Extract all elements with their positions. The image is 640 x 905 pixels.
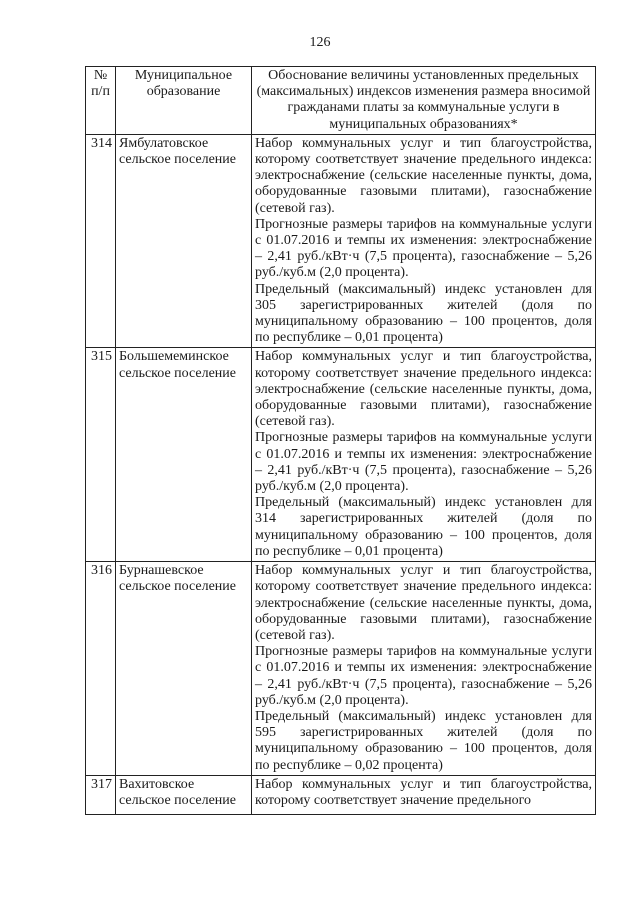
row-municipality: Вахитовское сельское поселение	[116, 775, 252, 814]
table-header-row	[86, 67, 596, 135]
header-municipality: Муниципальное образование	[116, 67, 252, 135]
page-number: 126	[309, 35, 331, 50]
table-row	[86, 775, 596, 814]
row-number: 315	[86, 348, 116, 562]
index-residents-paragraph: Предельный (максимальный) индекс установлен для 595 зарегистрированных жителей (доля по муниципальному образованию – 100 процентов, доля по республике – 0,02 процента)	[255, 708, 592, 773]
header-justification: Обоснование величины установленных предельных (максимальных) индексов изменения размера вносимой гражданами платы за коммунальные услуги в муниципальных образованиях*	[252, 67, 596, 135]
row-number: 317	[86, 775, 116, 814]
tariff-justification-table	[85, 66, 596, 815]
table-row	[86, 348, 596, 562]
row-number: 316	[86, 562, 116, 776]
row-justification	[252, 775, 596, 814]
row-municipality: Ямбулатовское сельское поселение	[116, 134, 252, 348]
tariff-forecast-paragraph: Прогнозные размеры тарифов на коммунальные услуги с 01.07.2016 и темпы их изменения: электроснабжение – 2,41 руб./кВт·ч (7,5 процента), газоснабжение – 5,26 руб./куб.м (2,0 процента).	[255, 430, 592, 495]
utility-set-paragraph: Набор коммунальных услуг и тип благоустройства, которому соответствует значение предельного индекса: электроснабжение (сельские населенные пункты, дома, оборудованные газовыми плитами), газоснабжение (сетевой газ).	[255, 563, 592, 643]
row-justification	[252, 134, 596, 348]
row-number: 314	[86, 134, 116, 348]
header-number: № п/п	[86, 67, 116, 135]
table-row	[86, 562, 596, 776]
utility-set-paragraph: Набор коммунальных услуг и тип благоустройства, которому соответствует значение предельного	[255, 776, 592, 808]
table-row	[86, 134, 596, 348]
tariff-forecast-paragraph: Прогнозные размеры тарифов на коммунальные услуги с 01.07.2016 и темпы их изменения: электроснабжение – 2,41 руб./кВт·ч (7,5 процента), газоснабжение – 5,26 руб./куб.м (2,0 процента).	[255, 216, 592, 281]
utility-set-paragraph: Набор коммунальных услуг и тип благоустройства, которому соответствует значение предельного индекса: электроснабжение (сельские населенные пункты, дома, оборудованные газовыми плитами), газоснабжение (сетевой газ).	[255, 135, 592, 216]
utility-set-paragraph: Набор коммунальных услуг и тип благоустройства, которому соответствует значение предельного индекса: электроснабжение (сельские населенные пункты, дома, оборудованные газовыми плитами), газоснабжение (сетевой газ).	[255, 349, 592, 430]
row-justification	[252, 562, 596, 776]
row-municipality: Большемеминское сельское поселение	[116, 348, 252, 562]
row-justification	[252, 348, 596, 562]
index-residents-paragraph: Предельный (максимальный) индекс установлен для 305 зарегистрированных жителей (доля по муниципальному образованию – 100 процентов, доля по республике – 0,01 процента)	[255, 281, 592, 346]
row-municipality: Бурнашевское сельское поселение	[116, 562, 252, 776]
tariff-forecast-paragraph: Прогнозные размеры тарифов на коммунальные услуги с 01.07.2016 и темпы их изменения: электроснабжение – 2,41 руб./кВт·ч (7,5 процента), газоснабжение – 5,26 руб./куб.м (2,0 процента).	[255, 644, 592, 708]
index-residents-paragraph: Предельный (максимальный) индекс установлен для 314 зарегистрированных жителей (доля по муниципальному образованию – 100 процентов, доля по республике – 0,01 процента)	[255, 495, 592, 559]
